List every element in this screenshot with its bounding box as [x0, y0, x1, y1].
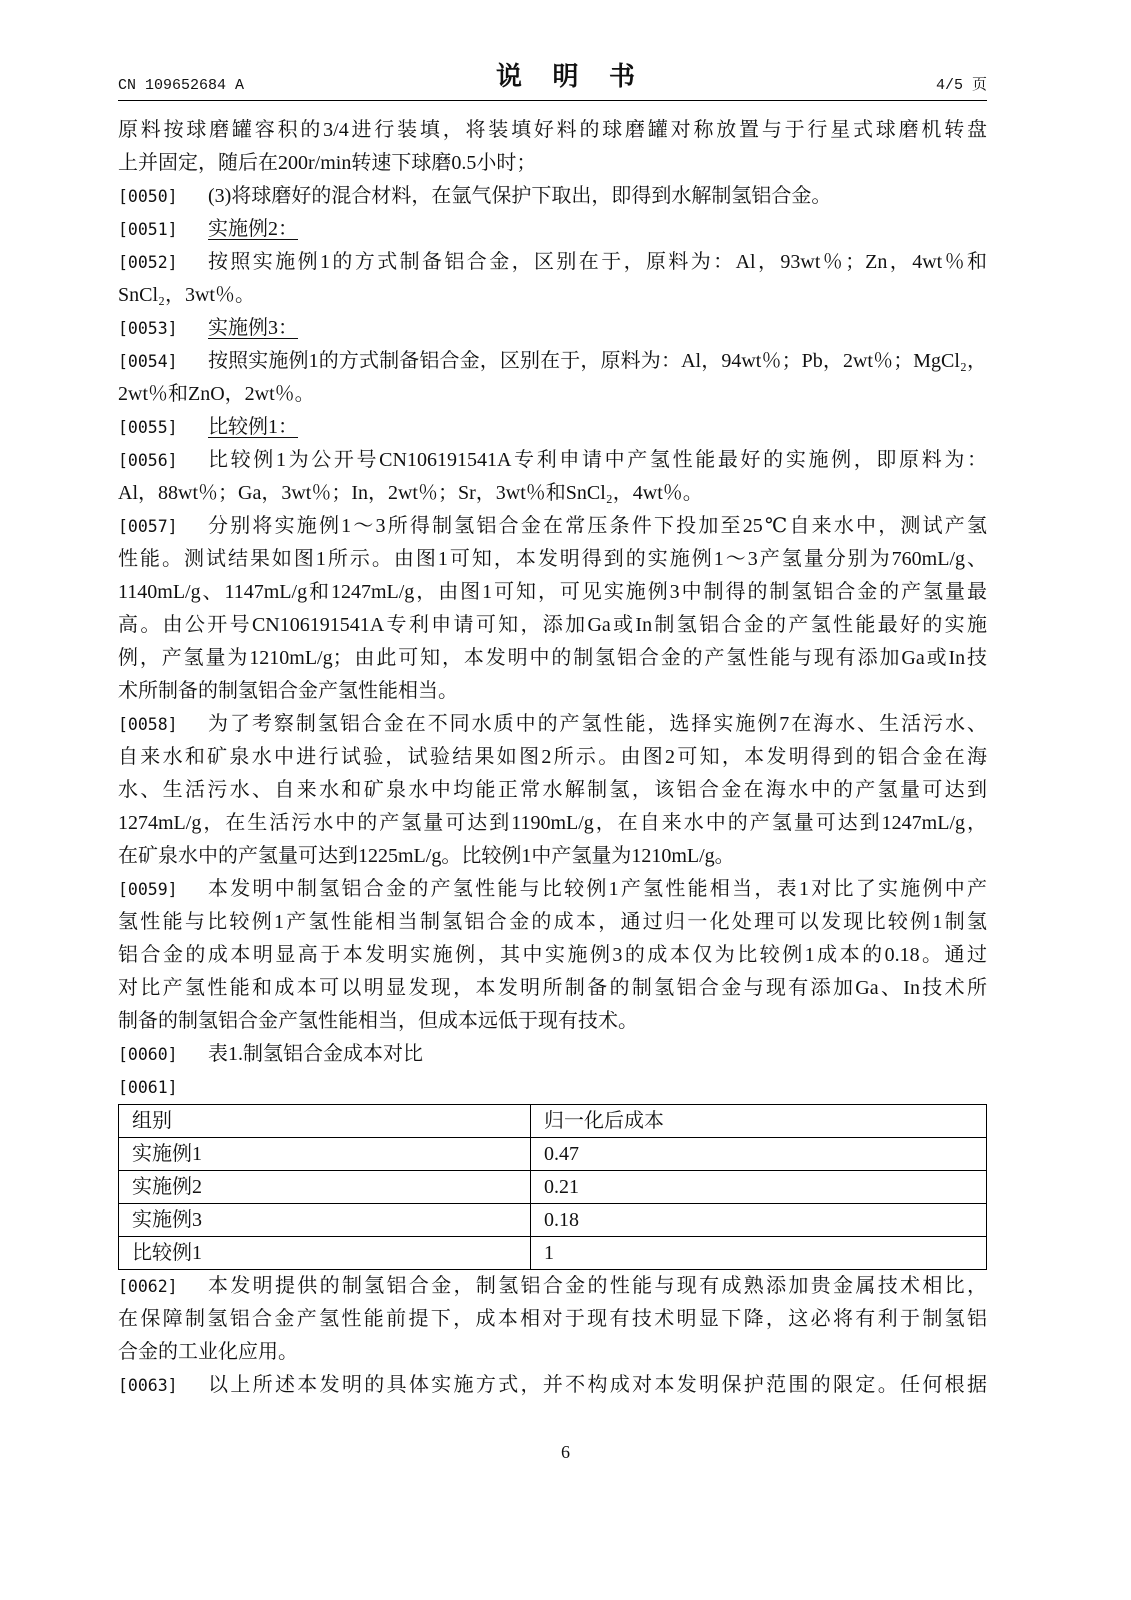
text-line: 例，产氢量为1210mL/g；由此可知，本发明中的制氢铝合金的产氢性能与现有添加Ga或In技	[118, 647, 987, 669]
table-cell-group: 比较例1	[119, 1237, 531, 1270]
paragraph-number: [0053]	[118, 319, 178, 338]
column-header-group: 组别	[119, 1105, 531, 1138]
table-header-row	[119, 1105, 987, 1138]
paragraph-first-line	[118, 1369, 987, 1402]
document-body	[118, 114, 987, 1402]
text-line: 在矿泉水中的产氢量可达到1225mL/g。比较例1中产氢量为1210mL/g。	[118, 845, 735, 867]
cost-comparison-table	[118, 1104, 987, 1270]
table-row	[119, 1138, 987, 1171]
text-line: 比较例1为公开号CN106191541A专利申请中产氢性能最好的实施例，即原料为：	[208, 449, 987, 471]
paragraph-0052	[118, 246, 987, 312]
text-line: 1274mL/g，在生活污水中的产氢量可达到1190mL/g，在自来水中的产氢量可达到1247mL/g，	[118, 812, 987, 834]
paragraph-first-line	[118, 1071, 987, 1104]
text-line: 原料按球磨罐容积的3/4进行装填，将装填好料的球磨罐对称放置与于行星式球磨机转盘	[118, 119, 987, 141]
paragraph-number: [0060]	[118, 1045, 178, 1064]
text-line: 性能。测试结果如图1所示。由图1可知，本发明得到的实施例1～3产氢量分别为760mL/g、	[118, 548, 987, 570]
header-rule	[118, 100, 987, 101]
text-line: 氢性能与比较例1产氢性能相当制氢铝合金的成本，通过归一化处理可以发现比较例1制氢	[118, 911, 987, 933]
text-line: 按照实施例1的方式制备铝合金，区别在于，原料为：Al，93wt％；Zn，4wt％和	[208, 251, 987, 273]
paragraph-0054	[118, 345, 987, 411]
text-line: 制备的制氢铝合金产氢性能相当，但成本远低于现有技术。	[118, 1010, 638, 1032]
page-number: 6	[561, 1442, 570, 1462]
paragraph-number: [0054]	[118, 352, 178, 371]
text-line: Al，88wt％；Ga，3wt％；In，2wt％；Sr，3wt％和SnCl₂，4wt％。	[118, 482, 703, 504]
paragraph-continued	[118, 114, 987, 180]
paragraph-first-line	[118, 180, 987, 213]
paragraph-number: [0058]	[118, 715, 178, 734]
paragraph-0056	[118, 444, 987, 510]
paragraph-first-line	[118, 1038, 987, 1071]
text-line: 自来水和矿泉水中进行试验，试验结果如图2所示。由图2可知，本发明得到的铝合金在海	[118, 746, 987, 768]
paragraph-number: [0050]	[118, 187, 178, 206]
text-line: 本发明中制氢铝合金的产氢性能与比较例1产氢性能相当，表1对比了实施例中产	[208, 878, 987, 900]
paragraph-number: [0062]	[118, 1277, 178, 1296]
paragraph-0061	[118, 1071, 987, 1104]
paragraph-first-line	[118, 312, 987, 345]
table-cell-group: 实施例3	[119, 1204, 531, 1237]
paragraph-first-line	[118, 510, 987, 543]
text-line: 以上所述本发明的具体实施方式，并不构成对本发明保护范围的限定。任何根据	[208, 1374, 987, 1396]
text-line: 术所制备的制氢铝合金产氢性能相当。	[118, 680, 458, 702]
text-line: 为了考察制氢铝合金在不同水质中的产氢性能，选择实施例7在海水、生活污水、	[208, 713, 987, 735]
text-line: (3)将球磨好的混合材料，在氩气保护下取出，即得到水解制氢铝合金。	[208, 185, 832, 207]
table-cell-cost: 0.47	[531, 1138, 987, 1171]
table-cell-group: 实施例1	[119, 1138, 531, 1171]
text-line: 铝合金的成本明显高于本发明实施例，其中实施例3的成本仅为比较例1成本的0.18。通过	[118, 944, 987, 966]
document-title: 说 明 书	[495, 62, 647, 91]
paragraph-first-line	[118, 345, 987, 378]
column-header-normalized-cost: 归一化后成本	[531, 1105, 987, 1138]
paragraph-number: [0056]	[118, 451, 178, 470]
text-line: 按照实施例1的方式制备铝合金，区别在于，原料为：Al，94wt％；Pb，2wt％；MgCl₂，	[208, 350, 987, 372]
text-line: 1140mL/g、1147mL/g和1247mL/g，由图1可知，可见实施例3中制得的制氢铝合金的产氢量最	[118, 581, 987, 603]
section-heading: 实施例3：	[208, 317, 298, 339]
table-body	[119, 1105, 987, 1270]
paragraph-number: [0057]	[118, 517, 178, 536]
text-line: 合金的工业化应用。	[118, 1341, 298, 1363]
paragraph-first-line	[118, 873, 987, 906]
paragraph-0057	[118, 510, 987, 708]
paragraph-first-line	[118, 246, 987, 279]
paragraph-0059	[118, 873, 987, 1038]
table-cell-group: 实施例2	[119, 1171, 531, 1204]
paragraph-number: [0052]	[118, 253, 178, 272]
table-cell-cost: 0.18	[531, 1204, 987, 1237]
text-line: 在保障制氢铝合金产氢性能前提下，成本相对于现有技术明显下降，这必将有利于制氢铝	[118, 1308, 987, 1330]
paragraph-first-line	[118, 708, 987, 741]
text-line: 对比产氢性能和成本可以明显发现，本发明所制备的制氢铝合金与现有添加Ga、In技术所	[118, 977, 987, 999]
paragraph-first-line	[118, 213, 987, 246]
publication-number: CN 109652684 A	[118, 77, 245, 94]
paragraph-0060	[118, 1038, 987, 1071]
paragraph-0053	[118, 312, 987, 345]
table-row	[119, 1171, 987, 1204]
paragraph-0058	[118, 708, 987, 873]
paragraph-number: [0055]	[118, 418, 178, 437]
text-line: SnCl₂，3wt％。	[118, 284, 255, 306]
paragraph-0050	[118, 180, 987, 213]
table-cell-cost: 0.21	[531, 1171, 987, 1204]
paragraph-number: [0061]	[118, 1078, 178, 1097]
table-row	[119, 1237, 987, 1270]
section-heading: 实施例2：	[208, 218, 298, 240]
page-indicator: 4/5 页	[935, 77, 987, 94]
section-heading: 比较例1：	[208, 416, 298, 438]
table-cell-cost: 1	[531, 1237, 987, 1270]
table-caption: 表1.制氢铝合金成本对比	[208, 1043, 423, 1065]
text-line: 高。由公开号CN106191541A专利申请可知，添加Ga或In制氢铝合金的产氢性能最好的实施	[118, 614, 987, 636]
text-line: 上并固定，随后在200r/min转速下球磨0.5小时；	[118, 152, 537, 174]
paragraph-0051	[118, 213, 987, 246]
paragraph-first-line	[118, 411, 987, 444]
paragraph-first-line	[118, 1270, 987, 1303]
text-line: 分别将实施例1～3所得制氢铝合金在常压条件下投加至25℃自来水中，测试产氢	[208, 515, 987, 537]
text-line: 水、生活污水、自来水和矿泉水中均能正常水解制氢，该铝合金在海水中的产氢量可达到	[118, 779, 987, 801]
table-row	[119, 1204, 987, 1237]
paragraph-first-line	[118, 444, 987, 477]
paragraph-number: [0051]	[118, 220, 178, 239]
paragraph-number: [0063]	[118, 1376, 178, 1395]
paragraph-0055	[118, 411, 987, 444]
text-line: 本发明提供的制氢铝合金，制氢铝合金的性能与现有成熟添加贵金属技术相比，	[208, 1275, 987, 1297]
paragraph-number: [0059]	[118, 880, 178, 899]
paragraph-0063	[118, 1369, 987, 1402]
text-line: 2wt％和ZnO，2wt％。	[118, 383, 315, 405]
paragraph-0062	[118, 1270, 987, 1369]
